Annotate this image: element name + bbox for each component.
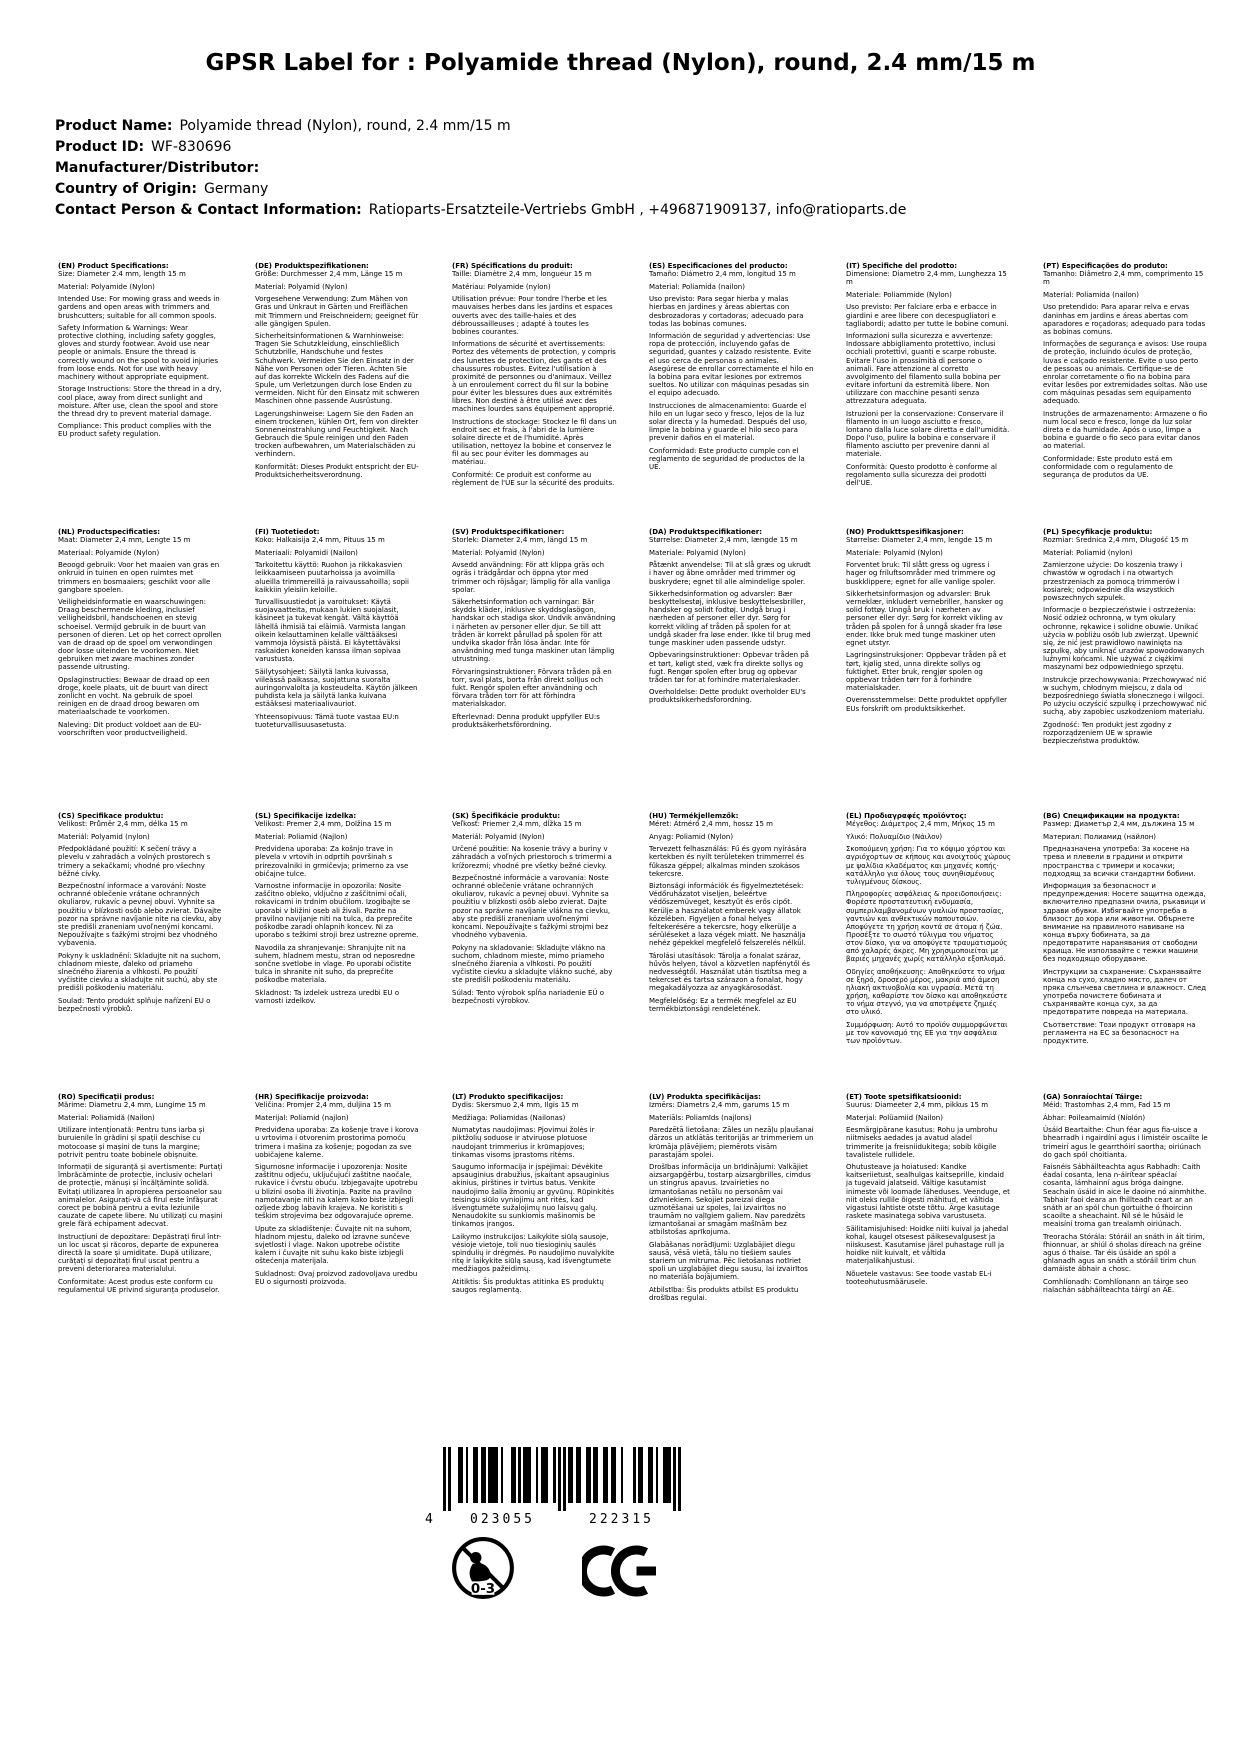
spec-paragraph: Material: Poliamidă (Nailon) xyxy=(58,1113,155,1122)
language-row-3 xyxy=(58,812,1208,1045)
spec-paragraph: Conformidade: Este produto está em conformidade com o regulamento de segurança de produtos da UE. xyxy=(1043,454,1173,480)
language-block-body xyxy=(846,820,1011,1045)
language-row-4 xyxy=(58,1093,1208,1302)
language-spec-block xyxy=(846,262,1011,487)
spec-paragraph: Lagringsinstruksjoner: Oppbevar tråden på et tørt, kjølig sted, unna direkte sollys og fuktighet. Etter bruk, rengjør spolen og oppbevar tråden tørr for å forhindre materialskader. xyxy=(846,651,1007,692)
spec-paragraph: Laikymo instrukcijos: Laikykite siūlą sausoje, vėsioje vietoje, toli nuo tiesioginių saulės spindulių ir drėgmės. Po naudojimo nuvalykite ritę ir laikykite siūlą sausą, kad išvengtumėte medžiagos pažeidimų. xyxy=(452,1232,615,1274)
spec-paragraph: Informații de siguranță și avertismente: Purtați îmbrăcăminte de protecție, inclusiv ochelari de protecție, mănuși și încălțăminte solidă. Evitați utilizarea în apropierea persoanelor sau animalelor. Asigurați-vă că firul este înfășurat corect pe bobină pentru a evita leziunile cauzate de capete libere. Nu utilizați cu mașini grele fără echipament adecvat. xyxy=(58,1163,223,1229)
spec-paragraph: Veľkosť: Priemer 2,4 mm, dĺžka 15 m xyxy=(452,820,582,829)
language-spec-block xyxy=(649,1093,814,1302)
language-spec-block xyxy=(452,528,617,729)
spec-paragraph: Drošības informācija un brīdinājumi: Valkājiet aizsargapģērbu, tostarp aizsargbrilles, cimdus un stingrus apavus. Izvairieties no izmantošanas netālu no personām vai dzīvniekiem. Sekojiet pareizai diega uzmotēšanai uz spoles, lai izvairītos no traumām no vaļīgiem galiem. Nav paredzēts izmantošanai ar smagām mašīnām bez atbilstošas aprīkojuma. xyxy=(649,1163,811,1237)
spec-paragraph: Skladnost: Ta izdelek ustreza uredbi EU o varnosti izdelkov. xyxy=(255,988,400,1005)
spec-paragraph: Tamanho: Diâmetro 2,4 mm, comprimento 15 m xyxy=(1043,270,1204,287)
info-value: WF-830696 xyxy=(151,139,232,155)
info-row xyxy=(55,200,906,221)
language-block-title: (NO) Produkttspesifikasjoner: xyxy=(846,528,964,536)
spec-paragraph: Materjal: Polüamiid (Nailon) xyxy=(846,1113,943,1122)
spec-paragraph: Πληροφορίες ασφάλειας & προειδοποιήσεις: Φορέστε προστατευτική ενδυμασία, συμπεριλαμβανομένων γυαλιών προστασίας, γαντιών και ανθεκτικών παπουτσιών. Αποφύγετε τη χρήση κοντά σε άτομα ή ζώα. Προσέξτε το σωστό τύλιγμα του νήματος στον δίσκο, για να αποφύγετε τραυματισμούς από χαλαρές άκρες. Μη χρησιμοποιείται με βαριές μηχανές χωρίς κατάλληλο εξοπλισμό. xyxy=(846,890,1008,964)
spec-paragraph: Size: Diameter 2.4 mm, length 15 m xyxy=(58,270,186,279)
spec-paragraph: Matériau: Polyamide (nylon) xyxy=(452,282,551,291)
language-spec-block xyxy=(255,1093,420,1286)
ean13-barcode xyxy=(425,1447,681,1527)
language-block-title: (CS) Specifikace produktu: xyxy=(58,812,164,820)
spec-paragraph: Materiale: Polyamid (Nylon) xyxy=(846,548,943,557)
spec-paragraph: Predvidena uporaba: Za košnjo trave in plevela v vrtovih in odprtih površinah s prirezovalniki in grmičevja; primerno za vse običajne tulce. xyxy=(255,845,409,878)
spec-paragraph: Utilisation prévue: Pour tondre l'herbe et les mauvaises herbes dans les jardins et espaces ouverts avec des taille-haies et des débroussailleuses ; adapté à toutes les bobines courantes. xyxy=(452,295,613,336)
language-row-2 xyxy=(58,528,1208,745)
language-block-body xyxy=(452,1101,617,1294)
language-block-body xyxy=(846,1101,1011,1286)
spec-paragraph: Určené použitie: Na kosenie trávy a buriny v záhradách a voľných priestoroch s trimermi a krížorezmi; vhodné pre všetky bežné cievky. xyxy=(452,845,612,870)
language-block-body xyxy=(649,270,814,471)
language-spec-block xyxy=(846,812,1011,1045)
language-block-title: (FI) Tuotetiedot: xyxy=(255,528,320,536)
spec-paragraph: Размер: Диаметър 2,4 мм, дължина 15 м xyxy=(1043,820,1195,829)
spec-paragraph: Dimensione: Diametro 2,4 mm, Lunghezza 15 m xyxy=(846,270,1007,287)
spec-paragraph: Material: Poliamida (nailon) xyxy=(649,282,745,291)
spec-paragraph: Velikost: Premer 2,4 mm, Dolžina 15 m xyxy=(255,820,392,829)
language-block-title: (LT) Produkto specifikacijos: xyxy=(452,1093,564,1101)
spec-paragraph: Μέγεθος: Διάμετρος 2,4 mm, Μήκος 15 m xyxy=(846,820,995,829)
spec-paragraph: Glabāšanas norādījumi: Uzglabājiet diegu sausā, vēsā vietā, tālu no tiešiem saules stariem un mitruma. Pēc lietošanas notīriet spoli un uzglabājiet diegu sausu, lai izvairītos no materiāla bojājumiem. xyxy=(649,1240,808,1282)
spec-paragraph: Compliance: This product complies with the EU product safety regulation. xyxy=(58,422,212,439)
spec-paragraph: Υλικό: Πολυαμίδιο (Νάιλον) xyxy=(846,832,943,841)
spec-paragraph: Förvaringsinstruktioner: Förvara tråden på en torr, sval plats, borta från direkt solljus och fukt. Rengör spolen efter användning och förvara tråden torr för att förhindra materialskador. xyxy=(452,667,612,709)
spec-paragraph: Съответствие: Този продукт отговаря на регламента на ЕС за безопасност на продуктите. xyxy=(1043,1021,1196,1046)
language-block-body xyxy=(58,270,223,438)
spec-paragraph: Uso previsto: Per falciare erba e erbacce in giardini e aree libere con decespugliatori e tagliabordi; adatto per tutte le bobine comuni. xyxy=(846,303,1009,328)
barcode-first-digit: 4 xyxy=(425,1512,433,1527)
spec-paragraph: Faisnéis Sábháilteachta agus Rabhadh: Caith éadaí cosanta, lena n-áirítear spéaclaí cosanta, lámhainní agus bróga daingne. Seachain úsáid in aice le daoine nó ainmhithe. Tabhair faoi deara an fhillteadh ceart ar an snáth ar an spól chun gortuithe ó fhoircinn scaoilte a sheachaint. Níl sé le húsáid le meaisíní troma gan trealamh oiriúnach. xyxy=(1043,1163,1207,1229)
spec-paragraph: Anyag: Poliamid (Nylon) xyxy=(649,832,734,841)
language-block-title: (SK) Špecifikácie produktu: xyxy=(452,812,561,820)
spec-paragraph: Efterlevnad: Denna produkt uppfyller EU:s produktsäkerhetsförordning. xyxy=(452,712,600,729)
spec-paragraph: Treoracha Stórála: Stóráil an snáth in áit tirim, fhionnuar, ar shiúl ó sholas díreach na gréine agus ó thaise. Tar éis úsáide an spól a ghlanadh agus an snáth a stóráil tirim chun damáiste ábhair a chosc. xyxy=(1043,1232,1205,1274)
language-spec-block xyxy=(58,262,223,439)
language-block-body xyxy=(649,1101,814,1302)
spec-paragraph: Tárolási utasítások: Tárolja a fonalat száraz, hűvös helyen, távol a közvetlen napfénytől és nedvességtől. Használat után tisztítsa meg a tekercset és tartsa szárazon a fonalat, hogy megakadályozza az anyagkárosodást. xyxy=(649,951,810,993)
language-block-title: (GA) Sonraíochtaí Táirge: xyxy=(1043,1093,1143,1101)
spec-paragraph: Instrucciones de almacenamiento: Guarde el hilo en un lugar seco y fresco, lejos de la luz solar directa y la humedad. Después del uso, limpie la bobina y guarde el hilo seco para prevenir daños en el material. xyxy=(649,401,808,443)
spec-paragraph: Lagerungshinweise: Lagern Sie den Faden an einem trockenen, kühlen Ort, fern von direkter Sonneneinstrahlung und Feuchtigkeit. Nach Gebrauch die Spule reinigen und den Faden trocken aufbewahren, um Materialschäden zu verhindern. xyxy=(255,409,419,459)
spec-paragraph: Vorgesehene Verwendung: Zum Mähen von Gras und Unkraut in Gärten und Freiflächen mit Trimmern und Freischneidern; geeignet für alle gängigen Spulen. xyxy=(255,295,419,328)
spec-paragraph: Avsedd användning: För att klippa gräs och ogräs i trädgårdar och öppna ytor med trimmer och röjsågar; lämplig för alla vanliga spolar. xyxy=(452,561,611,594)
page-title: GPSR Label for : Polyamide thread (Nylon), round, 2.4 mm/15 m xyxy=(205,50,1036,76)
spec-paragraph: Nõuetele vastavus: See toode vastab EL-i tooteohutusmäärusele. xyxy=(846,1269,992,1286)
spec-paragraph: Úsáid Beartaithe: Chun féar agus fia-uisce a bhearradh i ngairdíní agus i limistéir oscailte le trimeirí agus le gearrthóirí saortha; oiriúnach do gach spól choitianta. xyxy=(1043,1126,1208,1159)
language-spec-block xyxy=(1043,262,1208,479)
info-row xyxy=(55,116,906,137)
spec-paragraph: Zgodność: Ten produkt jest zgodny z rozporządzeniem UE w sprawie bezpieczeństwa produktów. xyxy=(1043,720,1172,746)
spec-paragraph: Suurus: Diameeter 2,4 mm, pikkus 15 m xyxy=(846,1101,989,1110)
language-row-1 xyxy=(58,262,1208,487)
spec-paragraph: Předpokládané použití: K sečení trávy a plevelu v zahradách a volných prostorech s trimery a sekačkami; vhodné pro všechny běžné cívky. xyxy=(58,845,211,878)
spec-paragraph: Medžiaga: Poliamidas (Nailonas) xyxy=(452,1113,566,1122)
spec-paragraph: Overholdelse: Dette produkt overholder EU's produktsikkerhedsforordning. xyxy=(649,688,806,705)
spec-paragraph: Materiale: Polyamid (Nylon) xyxy=(649,548,746,557)
spec-paragraph: Materiale: Poliammide (Nylon) xyxy=(846,290,952,299)
spec-paragraph: Maat: Diameter 2,4 mm, Lengte 15 m xyxy=(58,536,191,545)
language-block-title: (PT) Especificações do produto: xyxy=(1043,262,1168,270)
language-block-title: (LV) Produkta specifikācijas: xyxy=(649,1093,761,1101)
language-spec-block xyxy=(255,812,420,1005)
language-block-title: (RO) Specificații produs: xyxy=(58,1093,155,1101)
info-label: Country of Origin: xyxy=(55,181,197,197)
spec-paragraph: Sikkerhedsinformation og advarsler: Bær beskyttelsestøj, inklusive beskyttelsesbriller, handsker og solidt fodtøj. Undgå brug i nærheden af personer eller dyr. Sørg for korrekt vikling af tråden på spolen for at undgå skader fra løse ender. Ikke til brug med tunge maskiner uden passende udstyr. xyxy=(649,590,811,647)
spec-paragraph: Comhlíonadh: Comhlíonann an táirge seo rialachán sábháilteachta táirgí an AE. xyxy=(1043,1277,1189,1294)
language-block-title: (SV) Produktspecifikationer: xyxy=(452,528,565,536)
age-warning-text: 0-3 xyxy=(470,1581,496,1597)
spec-paragraph: Conformità: Questo prodotto è conforme al regolamento sulla sicurezza dei prodotti dell'UE. xyxy=(846,462,998,488)
ce-mark-icon xyxy=(582,1543,662,1604)
language-block-body xyxy=(452,820,617,1005)
spec-paragraph: Upute za skladištenje: Čuvajte nit na suhom, hladnom mjestu, daleko od izravne sunčeve svjetlosti i vlage. Nakon upotrebe očistite kalem i čuvajte nit suhu kako biste izbjegli oštećenja materijala. xyxy=(255,1224,412,1265)
spec-paragraph: Zamierzone użycie: Do koszenia trawy i chwastów w ogrodach i na otwartych przestrzeniach za pomocą trimmerów i kosiarek; odpowiednie dla wszystkich powszechnych szpulek. xyxy=(1043,561,1183,602)
language-spec-block xyxy=(255,262,420,479)
spec-paragraph: Materiál: Polyamid (nylon) xyxy=(58,832,150,841)
spec-paragraph: Material: Poliamida (nailon) xyxy=(1043,290,1139,299)
language-block-body xyxy=(255,820,420,1005)
language-spec-block xyxy=(1043,528,1208,745)
language-block-title: (SL) Specifikacije izdelka: xyxy=(255,812,357,820)
info-value: Germany xyxy=(204,181,269,197)
age-warning-0-3-icon xyxy=(450,1535,516,1605)
barcode-digits xyxy=(425,1512,681,1527)
info-row xyxy=(55,179,906,200)
spec-paragraph: Storlek: Diameter 2,4 mm, längd 15 m xyxy=(452,536,588,545)
spec-paragraph: Materiaali: Polyamidi (Nailon) xyxy=(255,548,358,557)
spec-paragraph: Rozmiar: Średnica 2,4 mm, Długość 15 m xyxy=(1043,536,1189,545)
spec-paragraph: Tarkoitettu käyttö: Ruohon ja rikkakasvien leikkaamiseen puutarhoissa ja avoimilla alueilla trimmereillä ja raivaussahoilla; sopii kaikkiin yleisiin keloille. xyxy=(255,561,409,594)
spec-paragraph: Størrelse: Diameter 2,4 mm, længde 15 m xyxy=(649,536,798,545)
spec-paragraph: Mărime: Diametru 2,4 mm, Lungime 15 m xyxy=(58,1101,206,1110)
language-spec-block xyxy=(255,528,420,729)
spec-paragraph: Eesmärgipärane kasutus: Rohu ja umbrohu niitmiseks aedades ja avatud aladel trimmerite ja freisniidukitega; sobib kõigile tavalistele rullidele. xyxy=(846,1126,998,1159)
spec-paragraph: Материал: Полиамид (найлон) xyxy=(1043,832,1157,841)
spec-paragraph: Инструкции за съхранение: Съхранявайте конца на сухо, хладно място, далеч от пряка слънчева светлина и влажност. След употреба почистете бобината и съхранявайте конца сух, за да предотвратите повреда на материала. xyxy=(1043,967,1207,1017)
language-block-body xyxy=(255,1101,420,1286)
language-spec-block xyxy=(452,1093,617,1294)
spec-paragraph: Intended Use: For mowing grass and weeds in gardens and open areas with trimmers and brushcutters; suitable for all common spools. xyxy=(58,295,220,320)
info-label: Product Name: xyxy=(55,118,173,134)
spec-paragraph: Izmērs: Diametrs 2,4 mm, garums 15 m xyxy=(649,1101,790,1110)
info-value: Ratioparts-Ersatzteile-Vertriebs GmbH , +496871909137, info@ratioparts.de xyxy=(368,202,907,218)
barcode-left-group: 023055 xyxy=(470,1512,535,1527)
language-block-body xyxy=(58,820,223,1013)
spec-paragraph: Material: Poliamid (Najlon) xyxy=(255,832,348,841)
spec-paragraph: Säilytysohjeet: Säilytä lanka kuivassa, viileässä paikassa, suojattuna suoralta auringonvalolta ja kosteudelta. Käytön jälkeen puhdista kela ja säilytä lanka kuivana estääksesi materiaalivauriot. xyxy=(255,667,418,709)
spec-paragraph: Safety Information & Warnings: Wear protective clothing, including safety goggles, gloves and sturdy footwear. Avoid use near people or animals. Ensure the thread is correctly wound on the spool to avoid injuries from loose ends. Not for use with heavy machinery without appropriate equipment. xyxy=(58,324,218,381)
barcode-right-group: 222315 xyxy=(589,1512,654,1527)
spec-paragraph: Sukladnost: Ovaj proizvod zadovoljava uredbu EU o sigurnosti proizvoda. xyxy=(255,1269,418,1286)
spec-paragraph: Materijal: Poliamid (najlon) xyxy=(255,1113,349,1122)
language-spec-block xyxy=(649,812,814,1013)
spec-paragraph: Megfelelőség: Ez a termék megfelel az EU termékbiztonsági rendeletének. xyxy=(649,996,797,1013)
language-spec-block xyxy=(1043,812,1208,1045)
language-spec-block xyxy=(649,528,814,705)
spec-paragraph: Utilizare intenționată: Pentru tuns iarba și buruienile în grădini și spații deschise cu motocoase și mașini de tuns la margine; potrivit pentru toate bobinele obișnuite. xyxy=(58,1126,205,1159)
spec-paragraph: Informazioni sulla sicurezza e avvertenze: Indossare abbigliamento protettivo, inclusi occhiali protettivi, guanti e scarpe robuste. Evitare l'uso in prossimità di persone o animali. Fare attenzione al corretto avvolgimento del filamento sulla bobina per evitare infortuni da estremità libere. Non utilizzare con macchine pesanti senza attrezzatura adeguata. xyxy=(846,332,1001,406)
spec-paragraph: Conformité: Ce produit est conforme au règlement de l'UE sur la sécurité des produits. xyxy=(452,471,615,488)
spec-paragraph: Soulad: Tento produkt splňuje nařízení EU o bezpečnosti výrobků. xyxy=(58,996,211,1013)
spec-paragraph: Atbilstība: Šis produkts atbilst ES produktu drošības regulai. xyxy=(649,1285,799,1302)
language-spec-block xyxy=(58,1093,223,1294)
spec-paragraph: Overensstemmelse: Dette produktet oppfyller EUs forskrift om produktsikkerhet. xyxy=(846,696,1008,713)
spec-paragraph: Materiál: Polyamid (Nylon) xyxy=(452,832,545,841)
spec-paragraph: Paredzētā lietošana: Zāles un nezāļu pļaušanai dārzos un atklātās teritorijās ar trimmeriem un krūmāja pļāvējiem; piemērots visām parastajām spolei. xyxy=(649,1126,814,1159)
language-block-body xyxy=(255,536,420,729)
spec-paragraph: Informações de segurança e avisos: Use roupa de proteção, incluindo óculos de proteção, luvas e calçado resistente. Evite o uso perto de pessoas ou animais. Certifique-se de enrolar corretamente o fio na bobina para evitar lesões por extremidades soltas. Não use com máquinas pesadas sem equipamento adequado. xyxy=(1043,340,1208,406)
info-label: Contact Person & Contact Information: xyxy=(55,202,362,218)
spec-paragraph: Instruções de armazenamento: Armazene o fio num local seco e fresco, longe da luz solar direta e da humidade. Após o uso, limpe a bobina e guarde o fio seco para evitar danos ao material. xyxy=(1043,409,1208,451)
spec-paragraph: Yhteensopivuus: Tämä tuote vastaa EU:n tuoteturvallisuusasetusta. xyxy=(255,712,399,729)
spec-paragraph: Instructions de stockage: Stockez le fil dans un endroit sec et frais, à l'abri de la lumière solaire directe et de l'humidité. Après utilisation, nettoyez la bobine et conservez le fil au sec pour éviter les dommages au matériau. xyxy=(452,417,617,467)
language-block-title: (FR) Spécifications du produit: xyxy=(452,262,573,270)
spec-paragraph: Uso previsto: Para segar hierba y malas hierbas en jardines y áreas abiertas con desbrozadoras y cortadoras; adecuado para todas las bobinas comunes. xyxy=(649,295,804,328)
spec-paragraph: Navodila za shranjevanje: Shranjujte nit na suhem, hladnem mestu, stran od neposredne sončne svetlobe in vlage. Po uporabi očistite tulca in shranite nit suho, da preprečite poškodbe materiala. xyxy=(255,943,415,984)
language-block-title: (DA) Produktspecifikationer: xyxy=(649,528,763,536)
spec-paragraph: Súlad: Tento výrobok spĺňa nariadenie EÚ o bezpečnosti výrobkov. xyxy=(452,988,605,1005)
language-block-title: (ES) Especificaciones del producto: xyxy=(649,262,788,270)
spec-paragraph: Istruzioni per la conservazione: Conservare il filamento in un luogo asciutto e fresco, lontano dalla luce solare diretta e dall'umidità. Dopo l'uso, pulire la bobina e conservare il filamento asciutto per prevenire danni al materiale. xyxy=(846,409,1010,459)
spec-paragraph: Uso pretendido: Para aparar relva e ervas daninhas em jardins e áreas abertas com aparadores e roçadoras; adequado para todas as bobinas comuns. xyxy=(1043,303,1206,336)
spec-paragraph: Предназначена употреба: За косене на трева и плевели в градини и открити пространства с тримери и косачки; подходящ за всички стандартни бобини. xyxy=(1043,845,1196,878)
spec-paragraph: Veiligheidsinformatie en waarschuwingen: Draag beschermende kleding, inclusief veiligheidsbril, handschoenen en stevig schoeisel. Vermijd gebruik in de buurt van personen of dieren. Let op het correct oprollen van de draad op de spoel om verwondingen door losse uiteinden te voorkomen. Niet gebruiken met zware machines zonder passende uitrusting. xyxy=(58,598,222,672)
language-spec-block xyxy=(846,528,1011,713)
spec-paragraph: Conformidad: Este producto cumple con el reglamento de seguridad de productos de la UE. xyxy=(649,446,805,471)
product-info-block xyxy=(55,116,906,221)
spec-paragraph: Material: Polyamid (Nylon) xyxy=(452,548,545,557)
spec-paragraph: Tervezett felhasználás: Fű és gyom nyírására kertekben és nyílt területeken trimmerrel és fűkasza géppel; alkalmas minden szokásos tekercsre. xyxy=(649,845,807,878)
spec-paragraph: Säkerhetsinformation och varningar: Bär skydds kläder, inklusive skyddsglasögon, handskar och stadiga skor. Undvik användning i närheten av personer eller djur. Se till att tråden är korrekt pårullad på spolen för att undvika skador från lösa ändar. Inte för användning med tunga maskiner utan lämplig utrustning. xyxy=(452,598,616,664)
spec-paragraph: Naleving: Dit product voldoet aan de EU-voorschriften voor productveiligheid. xyxy=(58,720,202,737)
spec-paragraph: Veličina: Promjer 2,4 mm, duljina 15 m xyxy=(255,1101,391,1110)
spec-paragraph: Saugumo informacija ir įspėjimai: Dėvėkite apsauginius drabužius, įskaitant apsauginius akinius, pirštines ir tvirtus batus. Venkite naudojimo šalia žmonių ar gyvūnų. Rūpinkitės teisingu siūlo vyniojimu ant ritės, kad išvengtumėte sužalojimų nuo laisvų galų. Nenaudokite su sunkiomis mašinomis be tinkamos įrangos. xyxy=(452,1163,614,1229)
info-value: Polyamide thread (Nylon), round, 2.4 mm/15 m xyxy=(179,118,511,134)
spec-paragraph: Opbevaringsinstruktioner: Opbevar tråden på et tørt, køligt sted, væk fra direkte sollys og fugt. Rengør spolen efter brug og opbevar tråden tør for at forhindre materialeskader. xyxy=(649,651,809,684)
language-block-body xyxy=(58,1101,223,1294)
spec-paragraph: Numatytas naudojimas: Pjovimui žolės ir piktžolių soduose ir atviruose plotuose naudojant trimmerius ir krūmapjoves; tinkamas visoms įprastoms ritėms. xyxy=(452,1126,595,1159)
spec-paragraph: Varnostne informacije in opozorila: Nosite zaščitno obleko, vključno z zaščitnimi očali, rokavicami in trdnim obučilom. Izogibajte se uporabi v bližini oseb ali živali. Pazite na pravilno navijanje niti na tulca, da preprečite poškodbe zaradi ohlapnih koncev. Ni za uporabo s težkimi stroji brez ustrezne opreme. xyxy=(255,882,419,939)
language-block-title: (IT) Specifiche del prodotto: xyxy=(846,262,958,270)
spec-paragraph: Sikkerhetsinformasjon og advarsler: Bruk verneklær, inkludert vernebriller, hansker og solid fottøy. Unngå bruk i nærheten av personer eller dyr. Sørg for korrekt vikling av tråden på spolen for å unngå skader fra løse ender. Ikke bruk med tunge maskiner uten egnet utstyr. xyxy=(846,590,1004,647)
spec-paragraph: Materiāls: Poliamīds (najlons) xyxy=(649,1113,752,1122)
language-block-title: (ET) Toote spetsifikatsioonid: xyxy=(846,1093,962,1101)
spec-paragraph: Predviđena uporaba: Za košenje trave i korova u vrtovima i otvorenim prostorima pomoću trimera i mašina za košenje; pogodan za sve uobičajene kaleme. xyxy=(255,1126,419,1159)
spec-paragraph: Biztonsági információk és figyelmeztetések: Védőruházatot viseljen, beleértve védőszemüveget, kesztyűt és erős cipőt. Kerülje a használatot emberek vagy állatok közelében. Figyeljen a fonal helyes feltekerésére a tekercsre, hogy elkerülje a sérüléseket a laza végek miatt. Ne használja nehéz gépekkel megfelelő felszerelés nélkül. xyxy=(649,882,806,948)
language-block-title: (HR) Specifikacije proizvoda: xyxy=(255,1093,369,1101)
spec-paragraph: Sigurnosne informacije i upozorenja: Nosite zaštitnu odjeću, uključujući zaštitne naočale, rukavice i čvrstu obuću. Izbjegavajte upotrebu u blizini osoba ili životinja. Pazite na pravilno namotavanje niti na kalem kako biste izbjegli ozljede zbog labavih krajeva. Ne koristiti s teškim strojevima bez odgovarajuće opreme. xyxy=(255,1163,418,1220)
spec-paragraph: Materiaal: Polyamide (Nylon) xyxy=(58,548,160,557)
language-block-body xyxy=(649,820,814,1013)
spec-paragraph: Material: Polyamid (Nylon) xyxy=(255,282,348,291)
language-block-body xyxy=(846,270,1011,487)
spec-paragraph: Tamaño: Diámetro 2,4 mm, longitud 15 m xyxy=(649,270,796,279)
language-block-title: (BG) Спецификации на продукта: xyxy=(1043,812,1180,820)
language-block-title: (EL) Προδιαγραφές προϊόντος: xyxy=(846,812,967,820)
language-block-body xyxy=(58,536,223,737)
spec-paragraph: Συμμόρφωση: Αυτό το προϊόν συμμορφώνεται με τον κανονισμό της ΕΕ για την ασφάλεια των προϊόντων. xyxy=(846,1021,1008,1046)
info-label: Product ID: xyxy=(55,139,145,155)
language-spec-block xyxy=(58,812,223,1013)
spec-paragraph: Οδηγίες αποθήκευσης: Αποθηκεύστε το νήμα σε ξηρό, δροσερό μέρος, μακριά από άμεση ηλιακή ακτινοβολία και υγρασία. Μετά τη χρήση, καθαρίστε τον δίσκο και αποθηκεύστε το νήμα στεγνό, για να αποτρέψετε ζημιές στο υλικό. xyxy=(846,967,1008,1017)
language-spec-block xyxy=(452,262,617,487)
language-block-title: (PL) Specyfikacje produktu: xyxy=(1043,528,1153,536)
spec-paragraph: Größe: Durchmesser 2,4 mm, Länge 15 m xyxy=(255,270,403,279)
language-block-body xyxy=(649,536,814,704)
spec-paragraph: Størrelse: Diameter 2,4 mm, lengde 15 m xyxy=(846,536,993,545)
language-spec-block xyxy=(58,528,223,737)
language-block-body xyxy=(1043,270,1208,479)
language-block-title: (EN) Product Specifications: xyxy=(58,262,169,270)
language-block-body xyxy=(846,536,1011,713)
spec-paragraph: Forventet bruk: Til slått gress og ugress i hager og friluftsområder med trimmere og buskklippere; egnet for alle vanlige spoler. xyxy=(846,561,996,586)
language-block-body xyxy=(452,270,617,487)
spec-paragraph: Opslaginstructies: Bewaar de draad op een droge, koele plaats, uit de buurt van direct zonlicht en vocht. Na gebruik de spoel reinigen en de draad droog bewaren om materiaalschade te voorkomen. xyxy=(58,675,210,717)
spec-paragraph: Material: Polyamide (Nylon) xyxy=(58,282,155,291)
barcode-bars xyxy=(443,1447,681,1511)
spec-paragraph: Velikost: Průměr 2,4 mm, délka 15 m xyxy=(58,820,188,829)
info-row xyxy=(55,158,906,179)
spec-paragraph: Sicherheitsinformationen & Warnhinweise: Tragen Sie Schutzkleidung, einschließlich Schutzbrille, Handschuhe und festes Schuhwerk. Vermeiden Sie den Einsatz in der Nähe von Personen oder Tieren. Achten Sie auf das korrekte Wickeln des Fadens auf die Spule, um Verletzungen durch lose Enden zu vermeiden. Nicht für den Einsatz mit schweren Maschinen ohne passende Ausrüstung. xyxy=(255,332,420,406)
language-block-title: (NL) Productspecificaties: xyxy=(58,528,161,536)
spec-paragraph: Dydis: Skersmuo 2,4 mm, Ilgis 15 m xyxy=(452,1101,579,1110)
spec-paragraph: Méret: Átmérő 2,4 mm, hossz 15 m xyxy=(649,820,773,829)
language-spec-block xyxy=(452,812,617,1005)
spec-paragraph: Koko: Halkaisija 2,4 mm, Pituus 15 m xyxy=(255,536,385,545)
language-block-title: (HU) Termékjellemzők: xyxy=(649,812,739,820)
spec-paragraph: Instrukcje przechowywania: Przechowywać nić w suchym, chłodnym miejscu, z dala od bezpośredniego światła słonecznego i wilgoci. Po użyciu oczyścić szpulkę i przechowywać nić suchą, aby zapobiec uszkodzeniom materiału. xyxy=(1043,675,1207,717)
spec-paragraph: Информация за безопасност и предупреждения: Носете защитна одежда, включително предпазни очила, ръкавици и здрави обувки. Избягвайте употреба в близост до хора или животни. Обърнете внимание на правилното навиване на конца върху бобината, за да предотвратите наранявания от свободни краища. Не използвайте с тежки машини без подходящо оборудване. xyxy=(1043,882,1206,964)
spec-paragraph: Materiał: Poliamid (nylon) xyxy=(1043,548,1133,557)
info-label: Manufacturer/Distributor: xyxy=(55,160,260,176)
spec-paragraph: Bezpečnostné informácie a varovania: Noste ochranné oblečenie vrátane ochranných okuliarov, rukavíc a pevnej obuvi. Vyhnite sa použitiu v blízkosti osôb alebo zvierat. Dajte pozor na správne navíjanie vlákna na cievku, aby ste predišli zraneniam uvoľnenými koncami. Nepoužívajte s ťažkými strojmi bez vhodného vybavenia. xyxy=(452,874,611,939)
spec-paragraph: Säilitamisjuhised: Hoidke niiti kuival ja jahedal kohal, kaugel otsesest päikesevalgusest ja niiskusest. Kasutamise järel puhastage rull ja hoidke niit kuivalt, et vältida materjalikahjustusi. xyxy=(846,1224,1009,1265)
spec-paragraph: Pokyny k uskladnění: Skladujte nit na suchom, chladnom mieste, ďaleko od priameho slnečného žiarenia a vlhkosti. Po použití vyčistite cievku a skladujte nit suchú, aby ste predišli poškodeniu materiálu. xyxy=(58,951,221,993)
spec-paragraph: Storage Instructions: Store the thread in a dry, cool place, away from direct sunlight and moisture. After use, clean the spool and store the thread dry to prevent material damage. xyxy=(58,385,222,418)
language-block-body xyxy=(1043,820,1208,1045)
spec-paragraph: Påtænkt anvendelse: Til at slå græs og ukrudt i haver og åbne områder med trimmer og buskrydere; egnet til alle almindelige spoler. xyxy=(649,561,811,586)
spec-paragraph: Informations de sécurité et avertissements: Portez des vêtements de protection, y compris des lunettes de protection, des gants et des chaussures robustes. Évitez l'utilisation à proximité de personnes ou d'animaux. Veillez à un enroulement correct du fil sur la bobine pour éviter les blessures dues aux extrémités libres. Non destiné à être utilisé avec des machines lourdes sans équipement approprié. xyxy=(452,340,616,414)
language-spec-block xyxy=(846,1093,1011,1286)
language-spec-block xyxy=(1043,1093,1208,1294)
language-block-title: (DE) Produktspezifikationen: xyxy=(255,262,369,270)
language-block-body xyxy=(255,270,420,479)
spec-paragraph: Ábhar: Poileamaimíd (Níolón) xyxy=(1043,1113,1146,1122)
spec-paragraph: Atitiktis: Šis produktas atitinka ES produktų saugos reglamentą. xyxy=(452,1277,604,1294)
spec-paragraph: Informacje o bezpieczeństwie i ostrzeżenia: Nosić odzież ochronną, w tym okulary ochronne, rękawice i solidne obuwie. Unikać użycia w pobliżu osób lub zwierząt. Upewnić się, że nić jest prawidłowo nawinięta na szpulkę, aby uniknąć urazów spowodowanych luźnymi końcami. Nie używać z ciężkimi maszynami bez odpowiedniego sprzętu. xyxy=(1043,606,1205,672)
language-block-body xyxy=(1043,1101,1208,1294)
language-block-body xyxy=(452,536,617,729)
spec-paragraph: Méid: Trastomhas 2,4 mm, Fad 15 m xyxy=(1043,1101,1171,1110)
spec-paragraph: Taille: Diamètre 2,4 mm, longueur 15 m xyxy=(452,270,592,279)
spec-paragraph: Konformität: Dieses Produkt entspricht der EU-Produktsicherheitsverordnung. xyxy=(255,462,419,480)
spec-paragraph: Turvallisuustiedot ja varoitukset: Käytä suojavaatteita, mukaan lukien suojalasit, käsineet ja tukevat kengät. Vältä käyttöä lähellä ihmisiä tai eläimiä. Varmista langan oikein kelauttaminen kelalle välttääksesi vammoja löysistä päistä. Ei käytettäväksi raskaiden koneiden kanssa ilman sopivaa varustusta. xyxy=(255,598,406,664)
spec-paragraph: Instrucțiuni de depozitare: Depăstrați firul într-un loc uscat și răcoros, departe de expunerea directă la soare și umiditate. După utilizare, curățați și depozitați firul uscat pentru a preveni deteriorarea materialului. xyxy=(58,1232,222,1274)
spec-paragraph: Información de seguridad y advertencias: Use ropa de protección, incluyendo gafas de seguridad, guantes y calzado resistente. Evite el uso cerca de personas o animales. Asegúrese de enrollar correctamente el hilo en la bobina para evitar lesiones por extremos sueltos. No utilizar con máquinas pesadas sin el equipo adecuado. xyxy=(649,332,814,398)
spec-paragraph: Ohutusteave ja hoiatused: Kandke kaitseriietust, sealhulgas kaitseprille, kindaid ja tugevaid jalatseid. Vältige kasutamist inimeste või loomade läheduses. Veenduge, et niit oleks rullile õigesti mähitud, et vältida vigastusi lahtiste otste tõttu. Ärge kasutage raskete masinatega sobiva varustuseta. xyxy=(846,1163,1010,1220)
info-row xyxy=(55,137,906,158)
spec-paragraph: Pokyny na skladovanie: Skladujte vlákno na suchom, chladnom mieste, mimo priameho slnečného žiarenia a vlhkosti. Po použití vyčistite cievku a skladujte vlákno suché, aby ste predišli poškodeniu materiálu. xyxy=(452,943,613,984)
spec-paragraph: Beoogd gebruik: Voor het maaien van gras en onkruid in tuinen en open ruimtes met trimmers en bosmaaiers; geschikt voor alle gangbare spoelen. xyxy=(58,561,220,594)
language-spec-block xyxy=(649,262,814,471)
language-block-body xyxy=(1043,536,1208,745)
spec-paragraph: Conformitate: Acest produs este conform cu regulamentul UE privind siguranța produselor. xyxy=(58,1277,220,1294)
spec-paragraph: Bezpečnostní informace a varování: Noste ochranné oblečenie vrátane ochranných okuliarov, rukavíc a pevnej obuvi. Vyhnite sa použitiu v blízkosti osôb alebo zvierat. Dávajte pozor na správne navíjanie nite na cievku, aby ste predišli zraneniam uvoľnenými koncami. Nepoužívajte s ťažkými strojmi bez vhodného vybavenia. xyxy=(58,882,222,948)
spec-paragraph: Σκοπούμενη χρήση: Για το κόψιμο χόρτου και αγριόχορτων σε κήπους και ανοιχτούς χώρους με ψαλίδια κλαδέματος και μηχανές κοπής· κατάλληλο για όλους τους συνηθισμένους τυλιγμένους δίσκους. xyxy=(846,845,1011,886)
